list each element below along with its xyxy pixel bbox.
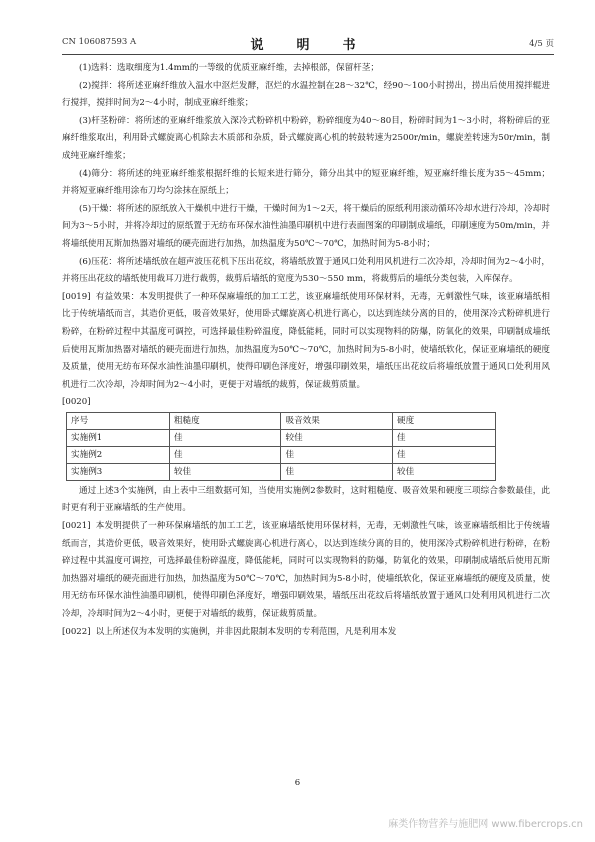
paragraph-number: [0019] <box>62 291 91 302</box>
table-cell: 佳 <box>169 429 281 446</box>
page-number: 6 <box>294 778 301 788</box>
table-cell: 佳 <box>169 446 281 463</box>
table-header-cell: 硬度 <box>393 412 496 429</box>
table-conclusion: 通过上述3个实施例，由上表中三组数据可知，当使用实施例2参数时，这时粗糙度、吸音效果和硬度三项综合参数最佳，此时更有利于亚麻墙纸的生产使用。 <box>62 485 550 514</box>
paragraph-text: 本发明提供了一种环保麻墙纸的加工工艺，该亚麻墙纸使用环保材料，无毒，无刺激性气味，该亚麻墙纸相比于传统墙纸而言，其造价更低，吸音效果好，使用卧式螺旋离心机进行离心，以达到连续分离的目的，使用深冷式粉碎机进行粉碎，在粉碎过程中其温度可调控，可选择最佳粉碎温度，降低能耗，同时可以实现物料的防爆，防氧化的效果，印刷制成墙纸后使用瓦斯加热器对墙纸的硬壳面进行加热，加热温度为50℃～70℃，加热时间为5-8小时，使墙纸软化，保证亚麻墙纸的硬度及质量，使用无纺布环保水油性油墨印刷机，使得印刷色泽度好，增强印刷效果，墙纸压出花纹后将墙纸放置于通风口处利用风机进行二次冷却，冷却时间为2～4小时，更便于对墙纸的裁剪，保证裁剪质量。 <box>62 521 550 620</box>
table-cell: 实施例3 <box>67 463 170 480</box>
table-cell: 佳 <box>393 446 496 463</box>
table-header-row <box>67 412 496 429</box>
table-cell: 佳 <box>393 429 496 446</box>
step-2: (2)搅拌：将所述亚麻纤维放入温水中沤烂发酵，沤烂的水温控制在28～32℃，经90～100小时捞出，捞出后使用搅拌辊进行搅拌，搅拌时间为2～4小时，制成亚麻纤维浆； <box>62 80 550 109</box>
page-label: 4/5 页 <box>529 39 554 49</box>
step-5: (5)干燥：将所述的原纸放入干燥机中进行干燥，干燥时间为1～2天，将干燥后的原纸利用滚动循环冷却水进行冷却，冷却时间为3～5小时，并将冷却过的原纸置于无纺布环保水油性油墨印刷机中进行表面图案的印刷制成墙纸，印刷速度为50m/min，并将墙纸使用瓦斯加热器对墙纸的硬壳面进行加热，加热温度为50℃～70℃，加热时间为5-8小时； <box>62 203 550 249</box>
table-cell: 较佳 <box>281 429 393 446</box>
table-cell: 实施例2 <box>67 446 170 463</box>
step-4: (4)筛分：将所述的纯亚麻纤维浆根据纤维的长短来进行筛分，筛分出其中的短亚麻纤维，短亚麻纤维长度为35～45mm；并将短亚麻纤维用涂布刀均匀涂抹在原纸上； <box>62 168 550 197</box>
paragraph-0021 <box>62 518 550 624</box>
document-title: 说 明 书 <box>250 38 366 53</box>
results-table <box>66 412 496 481</box>
patent-number: CN 106087593 A <box>62 37 137 47</box>
step-6: (6)压花：将所述墙纸放在超声波压花机下压出花纹，将墙纸放置于通风口处利用风机进行二次冷却，冷却时间为2～4小时，并将压出花纹的墙纸使用裁耳刀进行裁剪，裁剪后墙纸的宽度为530～550 mm，将裁剪后的墙纸分类包装，入库保存。 <box>62 256 550 285</box>
page-header <box>62 34 554 52</box>
table-row <box>67 446 496 463</box>
table-cell: 实施例1 <box>67 429 170 446</box>
table-row <box>67 463 496 480</box>
header-divider <box>62 54 554 55</box>
paragraph-number: [0022] <box>62 626 91 637</box>
table-header-cell: 粗糙度 <box>169 412 281 429</box>
step-3: (3)杆茎粉碎：将所述的亚麻纤维浆放入深冷式粉碎机中粉碎，粉碎细度为40～80目，粉碎时间为1～3小时，将粉碎后的亚麻纤维浆取出，利用卧式螺旋离心机除去木质部和杂质，卧式螺旋离心机的转鼓转速为2500r/min，螺旋差转速为50r/min，制成纯亚麻纤维浆； <box>62 115 550 161</box>
step-1: (1)选料：选取细度为1.4mm的一等级的优质亚麻纤维，去掉根部，保留杆茎； <box>79 63 379 73</box>
document-body <box>62 60 550 641</box>
table-header-cell: 吸音效果 <box>281 412 393 429</box>
table-cell: 较佳 <box>169 463 281 480</box>
table-row <box>67 429 496 446</box>
site-watermark: 麻类作物营养与施肥网 www.fibercrops.cn <box>388 819 583 830</box>
paragraph-number: [0020] <box>62 397 91 408</box>
table-header-cell: 序号 <box>67 412 170 429</box>
table-cell: 佳 <box>281 463 393 480</box>
paragraph-text: 以上所述仅为本发明的实施例，并非因此限制本发明的专利范围，凡是利用本发 <box>95 626 397 637</box>
paragraph-0019 <box>62 289 550 395</box>
paragraph-0022 <box>62 624 550 642</box>
paragraph-text: 有益效果：本发明提供了一种环保麻墙纸的加工工艺，该亚麻墙纸使用环保材料，无毒，无刺激性气味，该亚麻墙纸相比于传统墙纸而言，其造价更低，吸音效果好，使用卧式螺旋离心机进行离心，以达到连续分离的目的，使用深冷式粉碎机进行粉碎，在粉碎过程中其温度可调控，可选择最佳粉碎温度，降低能耗，同时可以实现物料的防爆，防氧化的效果，印刷制成墙纸后使用瓦斯加热器对墙纸的硬壳面进行加热，加热温度为50℃～70℃，加热时间为5-8小时，使墙纸软化，保证亚麻墙纸的硬度及质量，使用无纺布环保水油性油墨印刷机，使得印刷色泽度好，增强印刷效果，墙纸压出花纹后将墙纸放置于通风口处利用风机进行二次冷却，冷却时间为2～4小时，更便于对墙纸的裁剪，保证裁剪质量。 <box>62 291 550 390</box>
paragraph-0020 <box>62 394 550 412</box>
table-cell: 较佳 <box>393 463 496 480</box>
table-cell: 佳 <box>281 446 393 463</box>
paragraph-number: [0021] <box>62 521 91 532</box>
